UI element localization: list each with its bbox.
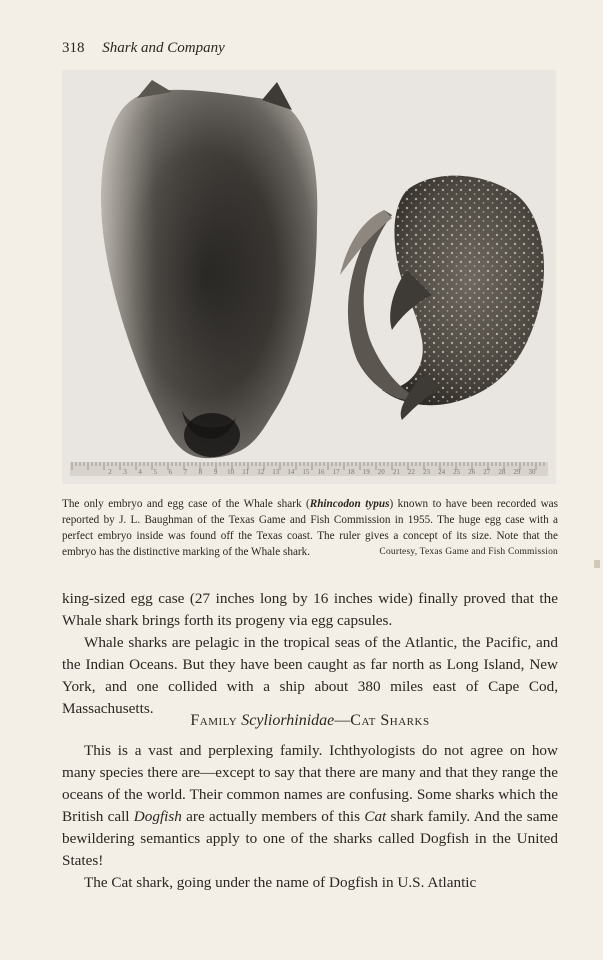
common-name: Cat Sharks — [350, 712, 430, 729]
paragraph: king-sized egg case (27 inches long by 16 inches wide) finally proved that the Whale shark brings forth its progeny via egg capsules. — [62, 590, 558, 629]
ruler-number: 3 — [123, 468, 127, 476]
scale-ruler — [70, 462, 548, 476]
photo-credit: Courtesy, Texas Game and Fish Commission — [379, 547, 558, 557]
ruler-number: 15 — [302, 468, 310, 476]
ruler-number: 20 — [377, 468, 385, 476]
ruler-number: 24 — [438, 468, 446, 476]
ruler-number: 12 — [257, 468, 265, 476]
ruler-number: 25 — [453, 468, 461, 476]
ruler-number: 16 — [317, 468, 325, 476]
figure-caption: The only embryo and egg case of the Whale shark (Rhincodon typus) known to have been recorded was reported by J. L. Baughman of the Texas Game and Fish Commission in 1955. The huge egg case with a perfect embryo inside was found off the Texas coast. The ruler gives a concept of its size. Note that the embryo has the distinctive marking of the Whale shark. Courtesy, Texas Game and Fish Commission — [62, 498, 558, 558]
ruler-number: 13 — [272, 468, 280, 476]
egg-case — [101, 80, 317, 458]
ruler-number: 19 — [362, 468, 370, 476]
ruler-number: 28 — [498, 468, 506, 476]
ruler-number: 29 — [513, 468, 521, 476]
running-head — [62, 40, 225, 57]
ruler-number: 23 — [423, 468, 430, 476]
body-text-top — [62, 588, 558, 720]
ruler-number: 11 — [242, 468, 250, 476]
page-edge-mark — [594, 560, 600, 568]
paragraph: The Cat shark, going under the name of Dogfish in U.S. Atlantic — [84, 874, 477, 891]
paragraph: This is a vast and perplexing family. Ichthyologists do not agree on how many species there are—except to say that there are many and that they range the oceans of the world. Their common names are confusing. Some sharks which the British call Dogfish are actually members of this Cat shark family. And the same bewildering semantics apply to one of the sharks called Dogfish in the United States! — [62, 742, 558, 869]
ruler-number: 26 — [468, 468, 476, 476]
ruler-number: 17 — [332, 468, 340, 476]
ruler-number: 30 — [528, 468, 536, 476]
scientific-name: Rhincodon typus — [309, 498, 390, 510]
whale-shark-embryo — [340, 176, 544, 420]
ruler-number: 18 — [347, 468, 355, 476]
ruler-number: 7 — [183, 468, 188, 476]
ruler-number: 6 — [168, 468, 173, 476]
paragraph: Whale sharks are pelagic in the tropical seas of the Atlantic, the Pacific, and the Indian Oceans. But they have been caught as far north as Long Island, New York, and one collided with a ship about 380 miles east of Cape Cod, Massachusetts. — [62, 634, 558, 717]
ruler-number: 27 — [483, 468, 491, 476]
ruler-number: 21 — [392, 468, 400, 476]
book-title: Shark and Company — [102, 40, 225, 56]
page-number: 318 — [62, 40, 85, 56]
family-name: Scyliorhinidae — [241, 712, 335, 729]
ruler-number: 9 — [213, 468, 218, 476]
egg-case-and-embryo-photo — [62, 70, 556, 484]
body-text-bottom — [62, 740, 558, 894]
ruler-number: 5 — [153, 468, 157, 476]
ruler-number: 10 — [227, 468, 235, 476]
ruler-number: 2 — [108, 468, 112, 476]
ruler-number: 14 — [287, 468, 295, 476]
ruler-number: 4 — [138, 468, 142, 476]
ruler-number: 8 — [198, 468, 203, 476]
section-heading: Family Scyliorhinidae—Cat Sharks — [190, 712, 430, 729]
ruler-number: 22 — [407, 468, 415, 476]
